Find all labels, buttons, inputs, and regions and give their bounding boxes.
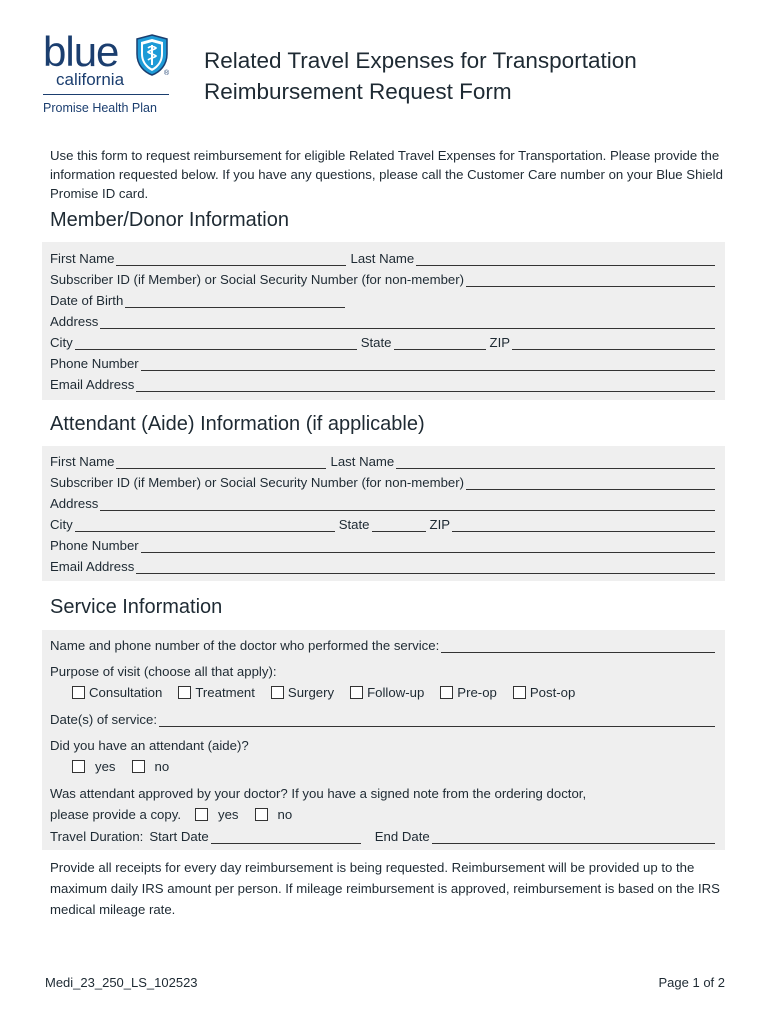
purpose-follow-up-option[interactable]	[350, 683, 424, 702]
attendant-answer-row	[72, 757, 715, 776]
attendant-state-label: State	[338, 517, 370, 532]
approval-question-label: Was attendant approved by your doctor? If you have a signed note from the ordering doctor,	[50, 786, 587, 801]
member-city-row	[50, 333, 715, 352]
service-dates-field[interactable]	[159, 712, 715, 727]
member-state-label: State	[360, 335, 392, 350]
registered-mark: ®	[164, 70, 170, 77]
attendant-subscriber-field[interactable]	[466, 475, 715, 490]
attendant-question-row	[50, 736, 715, 755]
service-dates-label: Date(s) of service:	[50, 712, 157, 727]
attendant-no-label: no	[154, 759, 170, 774]
member-subscriber-field[interactable]	[466, 272, 715, 287]
logo-divider	[43, 94, 169, 95]
attendant-city-row	[50, 515, 715, 534]
member-dob-label: Date of Birth	[50, 293, 124, 308]
attendant-first-name-field[interactable]	[116, 454, 326, 469]
form-code: Medi_23_250_LS_102523	[45, 975, 198, 990]
logo-brand-text: blue	[43, 28, 119, 75]
member-panel	[42, 242, 725, 400]
attendant-yes-option[interactable]	[72, 757, 116, 776]
logo-region-text: california	[56, 70, 125, 89]
post-op-label: Post-op	[529, 685, 576, 700]
member-zip-field[interactable]	[512, 335, 715, 350]
member-address-field[interactable]	[100, 314, 715, 329]
attendant-email-row	[50, 557, 715, 576]
pre-op-checkbox[interactable]	[440, 686, 453, 699]
approval-no-option[interactable]	[255, 805, 293, 824]
start-date-field[interactable]	[211, 829, 361, 844]
attendant-city-field[interactable]	[75, 517, 335, 532]
surgery-label: Surgery	[287, 685, 335, 700]
member-section-heading: Member/Donor Information	[50, 209, 289, 231]
attendant-no-option[interactable]	[132, 757, 170, 776]
blue-shield-logo	[43, 30, 173, 120]
member-subscriber-row	[50, 270, 715, 289]
attendant-subscriber-label: Subscriber ID (if Member) or Social Security Number (for non-member)	[50, 475, 465, 490]
purpose-consultation-option[interactable]	[72, 683, 162, 702]
service-section-heading: Service Information	[50, 596, 223, 618]
member-dob-row	[50, 291, 715, 310]
attendant-yes-checkbox[interactable]	[72, 760, 85, 773]
pre-op-label: Pre-op	[457, 685, 497, 700]
attendant-no-checkbox[interactable]	[132, 760, 145, 773]
member-phone-field[interactable]	[141, 356, 715, 371]
member-last-name-field[interactable]	[416, 251, 715, 266]
attendant-zip-field[interactable]	[452, 517, 715, 532]
attendant-address-label: Address	[50, 496, 99, 511]
form-title	[204, 45, 637, 107]
attendant-phone-label: Phone Number	[50, 538, 139, 553]
member-email-label: Email Address	[50, 377, 135, 392]
attendant-address-row	[50, 494, 715, 513]
end-date-label: End Date	[374, 829, 430, 844]
logo-plan-name: Promise Health Plan	[43, 101, 157, 115]
member-state-field[interactable]	[394, 335, 486, 350]
attendant-zip-label: ZIP	[429, 517, 451, 532]
attendant-question-label: Did you have an attendant (aide)?	[50, 738, 249, 753]
member-subscriber-label: Subscriber ID (if Member) or Social Security Number (for non-member)	[50, 272, 465, 287]
post-op-checkbox[interactable]	[513, 686, 526, 699]
service-doctor-field[interactable]	[441, 638, 715, 653]
service-doctor-label: Name and phone number of the doctor who performed the service:	[50, 638, 440, 653]
service-purpose-label: Purpose of visit (choose all that apply):	[50, 664, 277, 679]
service-dates-row	[50, 710, 715, 729]
attendant-phone-row	[50, 536, 715, 555]
attendant-subscriber-row	[50, 473, 715, 492]
attendant-yes-label: yes	[95, 759, 116, 774]
start-date-label: Start Date	[149, 829, 209, 844]
member-last-name-label: Last Name	[350, 251, 415, 266]
purpose-pre-op-option[interactable]	[440, 683, 497, 702]
purpose-treatment-option[interactable]	[178, 683, 255, 702]
approval-yes-option[interactable]	[195, 805, 239, 824]
attendant-last-name-field[interactable]	[396, 454, 715, 469]
member-phone-label: Phone Number	[50, 356, 139, 371]
consultation-checkbox[interactable]	[72, 686, 85, 699]
closing-text: Provide all receipts for every day reimbursement is being requested. Reimbursement will be provided up to the maximum daily IRS amount per person. If mileage reimbursement is approved, reimbursement is based on the IRS medical mileage rate.	[50, 860, 720, 917]
attendant-panel	[42, 446, 725, 581]
purpose-surgery-option[interactable]	[271, 683, 334, 702]
member-first-name-label: First Name	[50, 251, 115, 266]
member-phone-row	[50, 354, 715, 373]
follow-up-label: Follow-up	[367, 685, 425, 700]
travel-duration-label: Travel Duration:	[50, 829, 144, 844]
attendant-city-label: City	[50, 517, 73, 532]
member-city-field[interactable]	[75, 335, 357, 350]
purpose-options-row	[72, 683, 715, 702]
treatment-label: Treatment	[195, 685, 255, 700]
attendant-email-field[interactable]	[136, 559, 715, 574]
approval-yes-checkbox[interactable]	[195, 808, 208, 821]
attendant-state-field[interactable]	[372, 517, 426, 532]
end-date-field[interactable]	[432, 829, 715, 844]
surgery-checkbox[interactable]	[271, 686, 284, 699]
approval-answer-row	[50, 805, 715, 824]
member-email-field[interactable]	[136, 377, 715, 392]
travel-duration-row	[50, 827, 715, 846]
purpose-post-op-option[interactable]	[513, 683, 575, 702]
member-address-label: Address	[50, 314, 99, 329]
service-panel	[42, 630, 725, 850]
consultation-label: Consultation	[89, 685, 163, 700]
member-dob-field[interactable]	[125, 293, 345, 308]
attendant-first-name-label: First Name	[50, 454, 115, 469]
attendant-last-name-label: Last Name	[330, 454, 395, 469]
member-zip-label: ZIP	[489, 335, 511, 350]
approval-no-label: no	[277, 807, 293, 822]
follow-up-checkbox[interactable]	[350, 686, 363, 699]
attendant-name-row	[50, 452, 715, 471]
service-purpose-row	[50, 662, 715, 681]
service-doctor-row	[50, 636, 715, 655]
intro-text: Use this form to request reimbursement for eligible Related Travel Expenses for Transportation. Please provide the information requested below. If you have any questions, please call the Customer Care number on your Blue Shield Promise ID card.	[50, 148, 723, 201]
member-city-label: City	[50, 335, 73, 350]
member-email-row	[50, 375, 715, 394]
approval-no-checkbox[interactable]	[255, 808, 268, 821]
form-title-line2: Reimbursement Request Form	[204, 79, 512, 104]
member-first-name-field[interactable]	[116, 251, 346, 266]
attendant-section-heading: Attendant (Aide) Information (if applicable)	[50, 413, 425, 435]
attendant-email-label: Email Address	[50, 559, 135, 574]
member-name-row	[50, 249, 715, 268]
approval-yes-label: yes	[217, 807, 239, 822]
member-address-row	[50, 312, 715, 331]
attendant-phone-field[interactable]	[141, 538, 715, 553]
attendant-address-field[interactable]	[100, 496, 715, 511]
treatment-checkbox[interactable]	[178, 686, 191, 699]
page-number: Page 1 of 2	[658, 975, 725, 990]
approval-copy-label: please provide a copy.	[50, 807, 181, 822]
approval-question-row	[50, 784, 715, 803]
form-title-line1: Related Travel Expenses for Transportation	[204, 48, 637, 73]
